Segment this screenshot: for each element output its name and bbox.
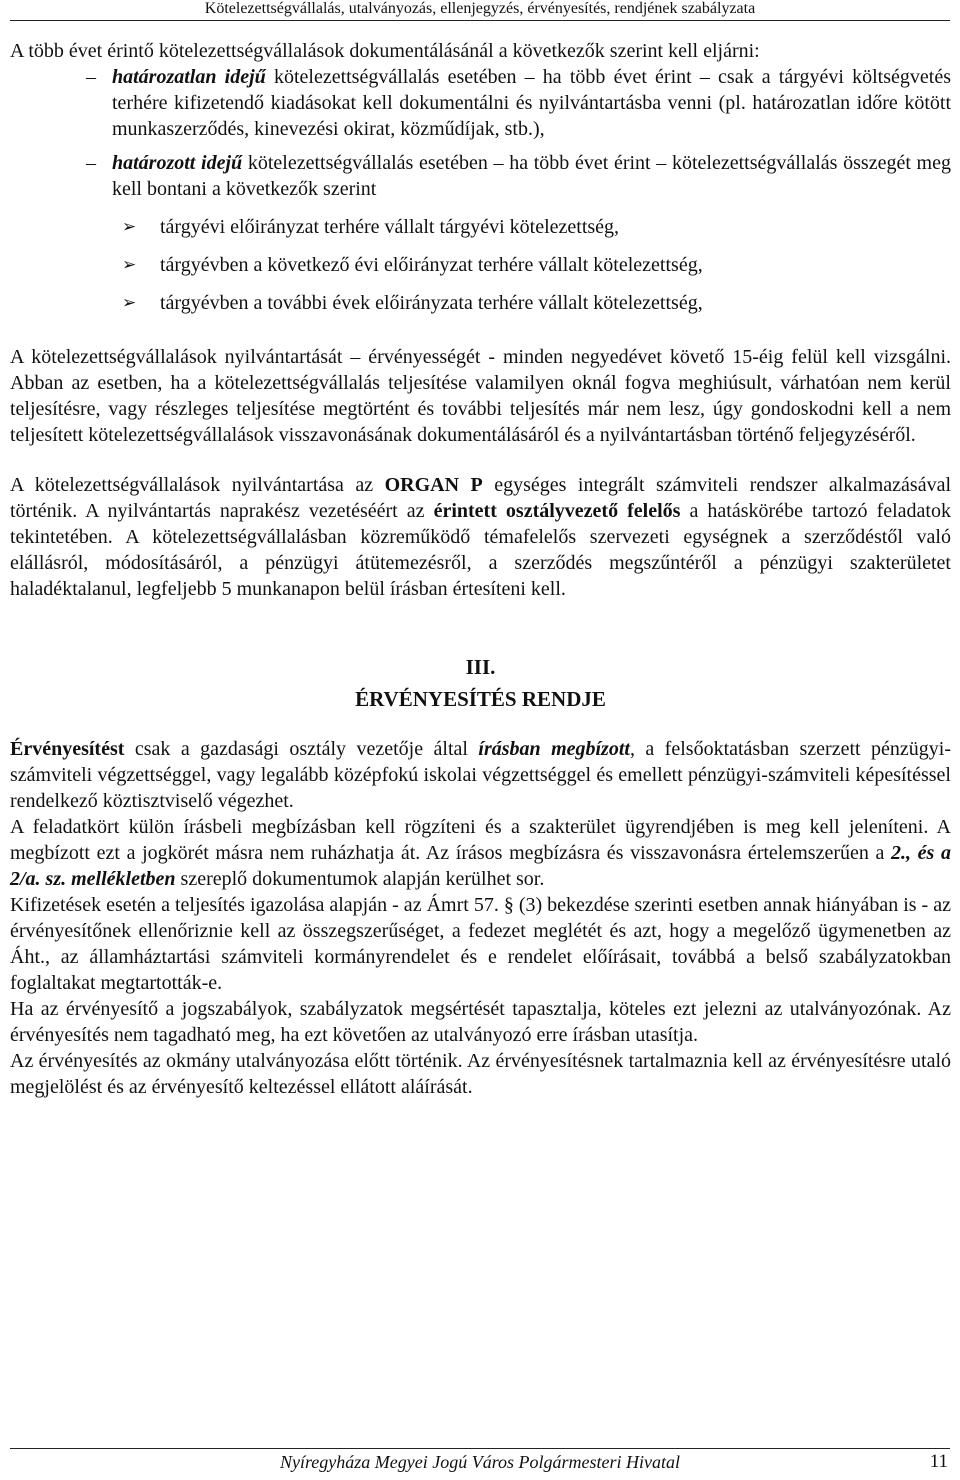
section-intro: A több évet érintő kötelezettségvállalások dokumentálásánál a következők szerint kell eljárni: [10, 40, 760, 62]
paragraph-payments: Kifizetések esetén a teljesítés igazolása alapján - az Ámrt 57. § (3) bekezdése szerinti esetben annak hiányában is - az érvényesítőnek ellenőriznie kell az összegszerűséget, a fedezet meglétét és azt, hogy a megelőző ügymenetben az Áht., az államháztartási számviteli kormányrendelet és e rendelet előírásait, továbbá a belső szabályzatokban foglaltakat megtartották-e. [10, 894, 951, 994]
paragraph-validation: Érvényesítést csak a gazdasági osztály vezetője által írásban megbízott, a felsőoktatásban szerzett pénzügyi-számviteli végzettséggel, vagy legalább középfokú iskolai végzettséggel és emellett pénzügyi-számviteli képesítéssel rendelkező köztisztviselő végezhet. [10, 738, 951, 812]
list-item-text: kötelezettségvállalás esetében – ha több évet érint – kötelezettségvállalás összegét meg kell bontani a következők szerint [112, 152, 951, 200]
paragraph-timing: Az érvényesítés az okmány utalványozása előtt történik. Az érvényesítésnek tartalmaznia kell az érvényesítésre utaló megjelölést és az érvényesítő keltezéssel ellátott aláírását. [10, 1050, 951, 1098]
paragraph-review: A kötelezettségvállalások nyilvántartását – érvényességét - minden negyedévet követő 15-éig felül kell vizsgálni. Abban az esetben, ha a kötelezettségvállalás teljesítése valamilyen oknál fogva meghiúsult, várhatóan nem kerül teljesítésre, vagy részleges teljesítése megtörtént és további teljesítés már nem lesz, úgy gondoskodni kell a nem teljesített kötelezettségvállalások visszavonásának dokumentálásáról és a nyilvántartásban történő feljegyzéséről. [10, 346, 951, 446]
bullet-item [10, 252, 951, 278]
dash-marker: – [86, 66, 96, 88]
bullet-item [10, 214, 951, 240]
dash-marker: – [86, 152, 96, 174]
bullet-item [10, 290, 951, 316]
page-header: Kötelezettségvállalás, utalványozás, ellenjegyzés, érvényesítés, rendjének szabályzata [10, 0, 950, 21]
section-number: III. [465, 655, 496, 679]
document-body [10, 38, 951, 1100]
footer-divider [10, 1448, 950, 1449]
system-name: ORGAN P [384, 474, 483, 496]
page-number: 11 [929, 1451, 948, 1472]
arrow-bullet-icon: ➢ [122, 255, 137, 274]
arrow-bullet-icon: ➢ [122, 293, 137, 312]
paragraph-organ: A kötelezettségvállalások nyilvántartása az ORGAN P egységes integrált számviteli rendszer alkalmazásával történik. A nyilvántartás naprakész vezetéséért az érintett osztályvezető felelős a hatáskörébe tartozó feladatok tekintetében. A kötelezettségvállalásban közreműködő témafelelős szervezeti egységnek a szerződéstől való elállásról, módosításáról, a pénzügyi átütemezésről, a szerződés megszűntéről a pénzügyi szakterületet haladéktalanul, legfeljebb 5 munkanapon belül írásban értesíteni kell. [10, 474, 952, 600]
responsible-party: érintett osztályvezető felelős [433, 500, 681, 522]
list-item-indefinite [10, 64, 951, 142]
bullet-text: tárgyévi előirányzat terhére vállalt tárgyévi kötelezettség, [160, 216, 620, 238]
term-indefinite: határozatlan idejű [112, 66, 266, 88]
list-item-definite [10, 150, 951, 202]
paragraph-assignment: A feladatkört külön írásbeli megbízásban kell rögzíteni és a szakterület ügyrendjében is meg kell jeleníteni. A megbízott ezt a jogkörét másra nem ruházhatja át. Az írásos megbízásra és visszavonásra értelemszerűen a 2., és a 2/a. sz. mellékletben szereplő dokumentumok alapján kerülhet sor. [10, 816, 951, 890]
bullet-text: tárgyévben a további évek előirányzata terhére vállalt kötelezettség, [160, 292, 703, 314]
list-item-text: kötelezettségvállalás esetében – ha több évet érint – csak a tárgyévi költségvetés terhére kifizetendő kiadásokat kell dokumentálni és nyilvántartásba venni (pl. határozatlan időre kötött munkaszerződés, kinevezési okirat, közműdíjak, stb.), [112, 66, 951, 140]
bullet-text: tárgyévben a következő évi előirányzat terhére vállalt kötelezettség, [160, 254, 703, 276]
section-title: ÉRVÉNYESÍTÉS RENDJE [355, 687, 606, 711]
paragraph-violation: Ha az érvényesítő a jogszabályok, szabályzatok megsértését tapasztalja, köteles ezt jelezni az utalványozónak. Az érvényesítés nem tagadható meg, ha ezt követően az utalványozó erre írásban utasítja. [10, 998, 951, 1046]
footer-institution: Nyíregyháza Megyei Jogú Város Polgármesteri Hivatal [279, 1452, 681, 1472]
term-definite: határozott idejű [112, 152, 243, 174]
arrow-bullet-icon: ➢ [122, 217, 137, 236]
